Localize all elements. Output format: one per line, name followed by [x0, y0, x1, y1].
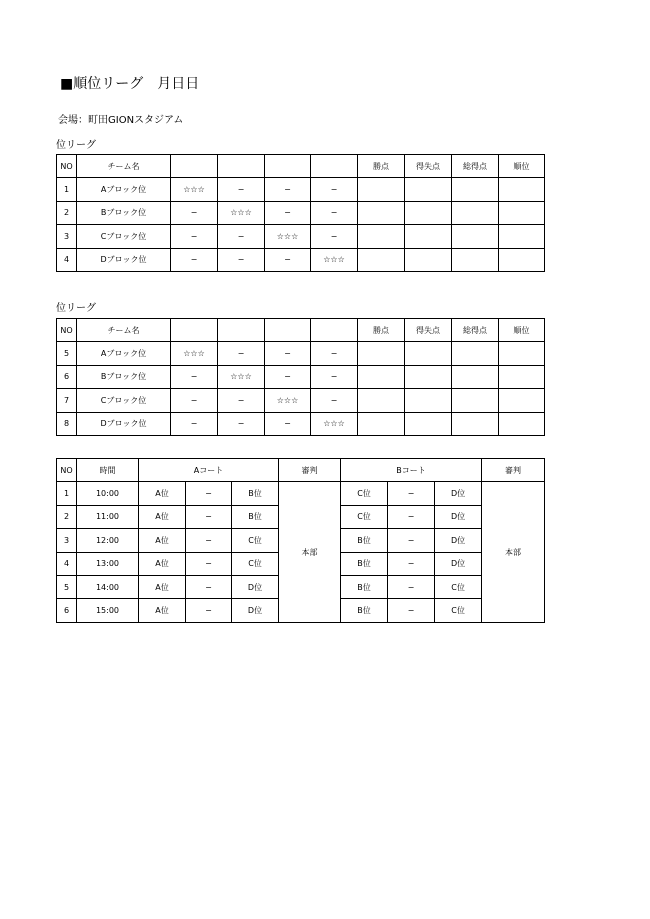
- row-team: Bブロック位: [77, 365, 171, 389]
- court-a-separator: −: [186, 482, 232, 505]
- match-cell: −: [265, 342, 311, 366]
- table-row: [57, 178, 545, 202]
- court-a-separator: −: [186, 575, 232, 598]
- row-time: 13:00: [77, 552, 139, 575]
- court-b-separator: −: [388, 505, 435, 528]
- header-col-4: [311, 319, 358, 342]
- court-a-team-1: A位: [139, 599, 186, 622]
- court-b-team-1: C位: [341, 505, 388, 528]
- match-cell: ☆☆☆: [171, 342, 218, 366]
- court-b-team-1: B位: [341, 599, 388, 622]
- table-row: [57, 225, 545, 249]
- match-cell: ☆☆☆: [218, 201, 265, 225]
- total-goals-cell: [452, 248, 499, 272]
- match-cell: −: [218, 178, 265, 202]
- header-rank: 順位: [499, 319, 545, 342]
- row-no: 6: [57, 599, 77, 622]
- match-cell: −: [311, 365, 358, 389]
- rank-cell: [499, 365, 545, 389]
- match-cell: −: [311, 201, 358, 225]
- points-cell: [358, 178, 405, 202]
- row-no: 2: [57, 201, 77, 225]
- header-court-a: Aコート: [139, 459, 279, 482]
- points-cell: [358, 342, 405, 366]
- header-col-4: [311, 155, 358, 178]
- goal-diff-cell: [405, 248, 452, 272]
- row-no: 3: [57, 529, 77, 552]
- rank-cell: [499, 201, 545, 225]
- row-time: 11:00: [77, 505, 139, 528]
- row-time: 14:00: [77, 575, 139, 598]
- goal-diff-cell: [405, 412, 452, 436]
- match-cell: ☆☆☆: [265, 225, 311, 249]
- match-cell: −: [171, 248, 218, 272]
- header-col-2: [218, 155, 265, 178]
- row-team: Cブロック位: [77, 389, 171, 413]
- league-header-row: [57, 319, 545, 342]
- table-row: [57, 201, 545, 225]
- rank-cell: [499, 248, 545, 272]
- court-a-team-2: C位: [232, 529, 279, 552]
- header-rank: 順位: [499, 155, 545, 178]
- total-goals-cell: [452, 412, 499, 436]
- goal-diff-cell: [405, 178, 452, 202]
- points-cell: [358, 225, 405, 249]
- schedule-table: [56, 458, 545, 623]
- court-a-team-1: A位: [139, 552, 186, 575]
- match-cell: −: [218, 389, 265, 413]
- row-time: 15:00: [77, 599, 139, 622]
- court-a-team-1: A位: [139, 482, 186, 505]
- header-goal-diff: 得失点: [405, 319, 452, 342]
- court-a-team-1: A位: [139, 505, 186, 528]
- header-col-3: [265, 155, 311, 178]
- total-goals-cell: [452, 178, 499, 202]
- court-b-team-2: C位: [435, 575, 482, 598]
- match-cell: −: [218, 342, 265, 366]
- match-cell: −: [218, 412, 265, 436]
- court-a-separator: −: [186, 599, 232, 622]
- match-cell: −: [265, 178, 311, 202]
- row-team: Aブロック位: [77, 178, 171, 202]
- table-row: [57, 342, 545, 366]
- row-no: 3: [57, 225, 77, 249]
- goal-diff-cell: [405, 225, 452, 249]
- league-2-label: 位リーグ: [56, 303, 96, 314]
- total-goals-cell: [452, 365, 499, 389]
- header-points: 勝点: [358, 155, 405, 178]
- match-cell: −: [311, 389, 358, 413]
- league-1-table: [56, 154, 545, 272]
- table-row: [57, 482, 545, 505]
- match-cell: ☆☆☆: [265, 389, 311, 413]
- match-cell: ☆☆☆: [218, 365, 265, 389]
- header-time: 時間: [77, 459, 139, 482]
- total-goals-cell: [452, 201, 499, 225]
- match-cell: −: [171, 365, 218, 389]
- header-col-1: [171, 319, 218, 342]
- court-b-team-1: B位: [341, 529, 388, 552]
- rank-cell: [499, 342, 545, 366]
- points-cell: [358, 389, 405, 413]
- row-no: 1: [57, 482, 77, 505]
- court-b-team-2: D位: [435, 552, 482, 575]
- court-a-team-2: D位: [232, 575, 279, 598]
- match-cell: −: [265, 412, 311, 436]
- row-no: 6: [57, 365, 77, 389]
- page-title: ■順位リーグ 月日日: [60, 76, 200, 92]
- rank-cell: [499, 225, 545, 249]
- court-b-team-2: C位: [435, 599, 482, 622]
- match-cell: −: [265, 248, 311, 272]
- points-cell: [358, 201, 405, 225]
- header-total-goals: 総得点: [452, 319, 499, 342]
- court-b-separator: −: [388, 482, 435, 505]
- match-cell: ☆☆☆: [171, 178, 218, 202]
- row-time: 12:00: [77, 529, 139, 552]
- match-cell: −: [171, 225, 218, 249]
- header-no: NO: [57, 459, 77, 482]
- header-col-1: [171, 155, 218, 178]
- court-b-team-1: C位: [341, 482, 388, 505]
- court-a-team-1: A位: [139, 575, 186, 598]
- row-no: 8: [57, 412, 77, 436]
- court-b-team-2: D位: [435, 482, 482, 505]
- match-cell: −: [311, 178, 358, 202]
- court-a-team-2: D位: [232, 599, 279, 622]
- court-a-team-2: B位: [232, 505, 279, 528]
- match-cell: −: [311, 225, 358, 249]
- rank-cell: [499, 412, 545, 436]
- row-no: 5: [57, 342, 77, 366]
- court-a-separator: −: [186, 552, 232, 575]
- row-time: 10:00: [77, 482, 139, 505]
- match-cell: ☆☆☆: [311, 412, 358, 436]
- header-no: NO: [57, 319, 77, 342]
- points-cell: [358, 365, 405, 389]
- venue-label: 会場：町田GIONスタジアム: [58, 115, 184, 126]
- league-header-row: [57, 155, 545, 178]
- court-b-separator: −: [388, 575, 435, 598]
- goal-diff-cell: [405, 365, 452, 389]
- referee-a-cell: 本部: [279, 482, 341, 622]
- schedule-header-row: [57, 459, 545, 482]
- court-b-team-1: B位: [341, 552, 388, 575]
- header-total-goals: 総得点: [452, 155, 499, 178]
- row-team: Dブロック位: [77, 248, 171, 272]
- header-goal-diff: 得失点: [405, 155, 452, 178]
- league-1-label: 位リーグ: [56, 140, 96, 151]
- court-b-team-2: D位: [435, 529, 482, 552]
- row-no: 7: [57, 389, 77, 413]
- referee-b-cell: 本部: [482, 482, 545, 622]
- table-row: [57, 412, 545, 436]
- court-a-separator: −: [186, 505, 232, 528]
- rank-cell: [499, 178, 545, 202]
- row-no: 1: [57, 178, 77, 202]
- table-row: [57, 248, 545, 272]
- match-cell: −: [171, 389, 218, 413]
- court-a-team-1: A位: [139, 529, 186, 552]
- court-a-team-2: B位: [232, 482, 279, 505]
- row-team: Dブロック位: [77, 412, 171, 436]
- match-cell: −: [218, 248, 265, 272]
- header-referee-a: 審判: [279, 459, 341, 482]
- match-cell: ☆☆☆: [311, 248, 358, 272]
- points-cell: [358, 412, 405, 436]
- header-team: チーム名: [77, 319, 171, 342]
- header-points: 勝点: [358, 319, 405, 342]
- goal-diff-cell: [405, 389, 452, 413]
- header-col-2: [218, 319, 265, 342]
- row-team: Aブロック位: [77, 342, 171, 366]
- court-b-separator: −: [388, 529, 435, 552]
- match-cell: −: [171, 201, 218, 225]
- court-b-separator: −: [388, 552, 435, 575]
- goal-diff-cell: [405, 342, 452, 366]
- row-team: Cブロック位: [77, 225, 171, 249]
- header-court-b: Bコート: [341, 459, 482, 482]
- court-b-team-1: B位: [341, 575, 388, 598]
- total-goals-cell: [452, 342, 499, 366]
- row-team: Bブロック位: [77, 201, 171, 225]
- points-cell: [358, 248, 405, 272]
- match-cell: −: [218, 225, 265, 249]
- header-no: NO: [57, 155, 77, 178]
- total-goals-cell: [452, 225, 499, 249]
- table-row: [57, 365, 545, 389]
- row-no: 5: [57, 575, 77, 598]
- match-cell: −: [265, 365, 311, 389]
- total-goals-cell: [452, 389, 499, 413]
- row-no: 2: [57, 505, 77, 528]
- rank-cell: [499, 389, 545, 413]
- header-referee-b: 審判: [482, 459, 545, 482]
- court-a-separator: −: [186, 529, 232, 552]
- header-team: チーム名: [77, 155, 171, 178]
- table-row: [57, 389, 545, 413]
- court-a-team-2: C位: [232, 552, 279, 575]
- match-cell: −: [171, 412, 218, 436]
- header-col-3: [265, 319, 311, 342]
- row-no: 4: [57, 552, 77, 575]
- league-2-table: [56, 318, 545, 436]
- court-b-separator: −: [388, 599, 435, 622]
- goal-diff-cell: [405, 201, 452, 225]
- match-cell: −: [265, 201, 311, 225]
- match-cell: −: [311, 342, 358, 366]
- court-b-team-2: D位: [435, 505, 482, 528]
- row-no: 4: [57, 248, 77, 272]
